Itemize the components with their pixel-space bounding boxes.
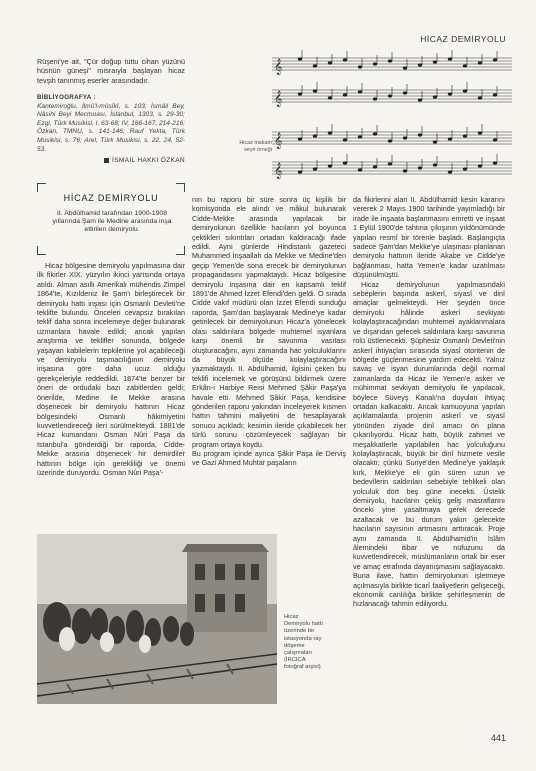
bibliography-text: Kantemiroğlu, İlmü'l-mûsîkî, s. 103; İsmâil Bey, Nâsihi Beyi Mecmuası, İstanbul, 1303, s. 29-30; Ezgi, Türk Musikisi, I, 63-68; IV, 166-167, 214-216; Özkan, TMNU, s. 141-146; Rauf Yekta, Türk Musikisi, s. 76; Arel, Türk Musikisi, s. 22, 24, 52-53.	[37, 102, 185, 153]
note-head	[388, 162, 392, 165]
note-head	[313, 134, 317, 137]
note-head	[493, 58, 497, 61]
note-head	[418, 133, 422, 136]
body-paragraph: nın bu raporu bir süre sonra üç kişilik bir komisyonda ele alındı ve mâkul bulunarak Cidde-Mekke arasında yapılacak bir demiryolunun özellikle hacıların yol boyunca çektikleri sıkıntıları ortadan kaldıracağı ifade edildi. Aynı günlerde Hindistanlı gazeteci Muhammed İnşaallah da Mekke ve Medine'den geçip Yemen'de sona erecek bir demiryolunun propagandasını yapmaktaydı. Hicaz bölgesine demiryolu inşasına dair en kapsamlı teklif 1891'de Ahmed İzzet Efendi'den geldi. O sırada Cidde vakıf müdürü olan İzzet Efendi sunduğu raporda, Şam'dan başlayarak Medine'ye kadar getirilecek bir demiryolunun Hicaz'a yönelecek olası saldırılara bölgede muhtemel isyanlara karşı önemli bir savunma vasıtası oluşturacağını, aynı zamanda hac yolculuklarını da büyük ölçüde kolaylaştıracağını yazmaktaydı. II. Abdülhamid, ilgisini çeken bu teklifi incelemek ve görüşünü bildirmek üzere Erkân-ı Harbiye Reisi Mehmed Şâkir Paşa'ya havale etti. Mehmed Şâkir Paşa, kendisine gönderilen raporu yakından inceleyerek kısmen hattın tahmini maliyetini de hesaplayarak sonucu açıkladı; kesimin ileride çıkabilecek her türlü sorunu çözümleyecek sağlayan bir program ortaya koydu.	[192, 195, 346, 449]
note-head	[343, 138, 347, 141]
left-column	[37, 261, 185, 477]
author-signature	[37, 156, 185, 165]
svg-text:𝄞: 𝄞	[274, 163, 283, 179]
note-head	[493, 161, 497, 164]
bibliography-heading: BİBLİYOGRAFYA :	[37, 94, 96, 102]
note-head	[313, 89, 317, 92]
svg-text:𝄞: 𝄞	[274, 59, 283, 75]
note-head	[358, 90, 362, 93]
note-head	[448, 92, 452, 95]
entry-title: HİCAZ DEMİRYOLU	[63, 193, 159, 203]
note-head	[313, 167, 317, 170]
note-head	[418, 63, 422, 66]
author-marker-icon	[104, 158, 109, 163]
left-top-text	[37, 57, 185, 166]
note-head	[403, 66, 407, 69]
body-paragraph: Hicaz bölgesine demiryolu yapılmasına dair ilk fikirler XIX. yüzyılın ikinci yarısında ortaya atıldı. Alman asıllı Amerikalı mühendis Zimpel 1864'te, Kızıldeniz ile Şam'ı birleştirecek bir demiryolu hattı inşası için Osmanlı Devleti'ne teklifte bulundu. Önceleri cevapsız bırakılan teklif daha sonra incelemeye değer bulunarak uzmanlara havale edildi; ancak yapılan araştırma ve teklifler sonunda, bölgede yaşayan kabilelerin tepkilerine yol açabileceği ve demiryolu taşımacılığının demiryolu inşasına göre daha ucuz olduğu gerekçeleriyle reddedildi. 1874'te benzer bir öneri de ordudaki bazı zabitlerden geldi; önerilde, Medine ile Mekke arasına döşenecek bir demiryolu hattının Hicaz bölgesindeki Osmanlı hâkimiyetini kuvvetlendireceği ileri sürülmekteydi. 1881'de Hicaz kumandanı Osman Nûri Paşa da Istanbul'a gönderdiği bir raporda, Cidde-Mekke arasına döşenecek hir demirdiler hattının bölge için gerekliliği ve önemi üzerinde duruyordu. Osman Nûri Paşa'-	[37, 261, 185, 477]
note-head	[298, 57, 302, 60]
corner-mark	[37, 183, 46, 192]
note-head	[433, 60, 437, 63]
corner-mark	[176, 246, 185, 255]
note-head	[298, 137, 302, 140]
note-head	[343, 161, 347, 164]
note-head	[388, 94, 392, 97]
note-head	[343, 58, 347, 61]
note-head	[463, 64, 467, 67]
photo-caption: Hicaz Demiryolu hattı üzerinde bir istasyonda ray döşeme çalışmaları (İRCICA fotoğraf arşivi)	[284, 614, 323, 671]
note-head	[478, 131, 482, 134]
note-head	[403, 91, 407, 94]
note-head	[388, 59, 392, 62]
note-head	[403, 169, 407, 172]
svg-text:𝄞: 𝄞	[274, 133, 283, 149]
entry-title-box	[37, 183, 185, 255]
note-head	[373, 97, 377, 100]
note-head	[448, 170, 452, 173]
note-head	[418, 98, 422, 101]
svg-text:𝄞: 𝄞	[274, 91, 283, 107]
note-head	[343, 93, 347, 96]
note-head	[433, 163, 437, 166]
body-paragraph: Hicaz demiryolunun yapılmasındaki sebeplerin başında askerî, siyasî ve dinî amaçlar gelmekteydi. Her şeyden önce demiryolu hâlinde askerî sevkiyatı kolaylaştıracağından muhtemel ayaklanmalara ve dışarıdan gelecek saldırılara karşı savunma rolü üstlenecekti. Şüphesiz Osmanlı Devleti'nin askerî ihtiyaçları sırasında siyasî otoritenin de bölgede güçlenmesine yardım edecekti. Yalnız savaş ve isyan durumlarında değil normal zamanlarda da Hicaz ile Yemen'e asker ve mühimmat sevkiyatı demiryolu ile yapılacak, böylece Süveyş Kanalı'na duyulan ihtiyaç ortadan kalkacaktı. Ancak kamuoyuna yapılan açıklamalarda projenin askerî ve siyasî yönünden ziyade dinî amacı ön plana çıkarılıyordu. Hicaz hattı, büyük zahmet ve meşakkatlerle yapılabilen hac yolculuğunu kolaylaştıracak, büyük bir dinî hizmete vesile olacaktı; çünkü Suriye'den Medine'ye yaklaşık kırk, Mekke'ye eli gün süren uzun ve bedevîlerin saldırıları sebebiyle tehlikeli olan yolculuk dört beş güne inecekti. Üstelik demiryolu, hacıların çekiş geliş masraflarını önceki yine yasaltmaya gerek derecede azaltacak ve bu durum yakın gelecekte hacıların sayısının artmasını arttıracak. Proje aynı zamanda II. Abdülhamid'in İslâm âlemindeki itibar ve nüfuzunu da kuvvetlendirecek, müslümanların ortak bir eser ve amaç etrafında dayanışmasını sağlayacaktı. Buna ilave, hattın demiryolunun işletmeye açılmasıyla birlikte ticarî faaliyetlerin gelişeceği, ekonomik canlılığa birlikte şehirleşmenin de hızlanacağı tahmin ediliyordu.	[353, 279, 505, 609]
note-head	[328, 61, 332, 64]
note-head	[418, 166, 422, 169]
note-head	[373, 62, 377, 65]
note-head	[463, 134, 467, 137]
note-head	[298, 92, 302, 95]
intro-paragraph: Rüşeni'ye ait, "Çür doğup tuttu cihan yüzünü hüsnün güneşi" mısraıyla başlayan hicaz tevşih tanınmış eserler arasındadır.	[37, 57, 185, 85]
note-head	[448, 137, 452, 140]
body-paragraph: da fikirlerini alan II. Abdülhamid kesin kararını vererek 2 Mayıs 1900 tarihinde yayımladığı bir irade ile inşaata başlanmasını emretti ve inşaat 1 Eylül 1900'de tahtına çıkışının yıldönümünde yapılan resmî bir törenle başladı. Başlangıçta sadece Şam'dan Mekke'ye ulaşması planlanan demiryolu hattının ileride Akabe ve Cidde'ye bağlanması, hatta Yemen'e kadar uzatılması düşünülmüştü.	[353, 195, 505, 280]
corner-mark	[176, 183, 185, 192]
note-head	[478, 164, 482, 167]
body-paragraph-tail: Bu program içinde ayrıca Şâkir Paşa ile Derviş ve Gazi Ahmed Muhtar paşaların	[192, 448, 346, 468]
note-head	[493, 138, 497, 141]
entry-subtitle: II. Abdülhamid tarafından 1900-1908 yıllarında Şam ile Medine arasında inşa ettirilen demiryolu.	[52, 210, 172, 234]
running-header: HİCAZ DEMİRYOLU	[420, 34, 506, 44]
note-head	[478, 96, 482, 99]
note-head	[373, 132, 377, 135]
note-head	[358, 65, 362, 68]
music-notation-figure	[272, 50, 512, 190]
note-head	[388, 139, 392, 142]
page-number: 441	[490, 733, 506, 743]
note-head	[328, 96, 332, 99]
corner-mark	[37, 246, 46, 255]
note-head	[373, 165, 377, 168]
music-caption: Hicaz makam seyri örneği	[239, 140, 272, 153]
note-head	[463, 89, 467, 92]
note-head	[448, 57, 452, 60]
note-head	[328, 164, 332, 167]
right-column	[353, 195, 505, 609]
note-head	[478, 61, 482, 64]
note-head	[358, 135, 362, 138]
note-head	[403, 136, 407, 139]
note-head	[298, 170, 302, 173]
note-head	[328, 131, 332, 134]
note-head	[433, 95, 437, 98]
note-head	[493, 93, 497, 96]
middle-column	[192, 195, 346, 468]
note-head	[358, 168, 362, 171]
note-head	[313, 64, 317, 67]
historic-photo	[37, 534, 277, 704]
author-name: İSMAİL HAKKI ÖZKAN	[112, 157, 185, 165]
note-head	[463, 167, 467, 170]
note-head	[433, 140, 437, 143]
